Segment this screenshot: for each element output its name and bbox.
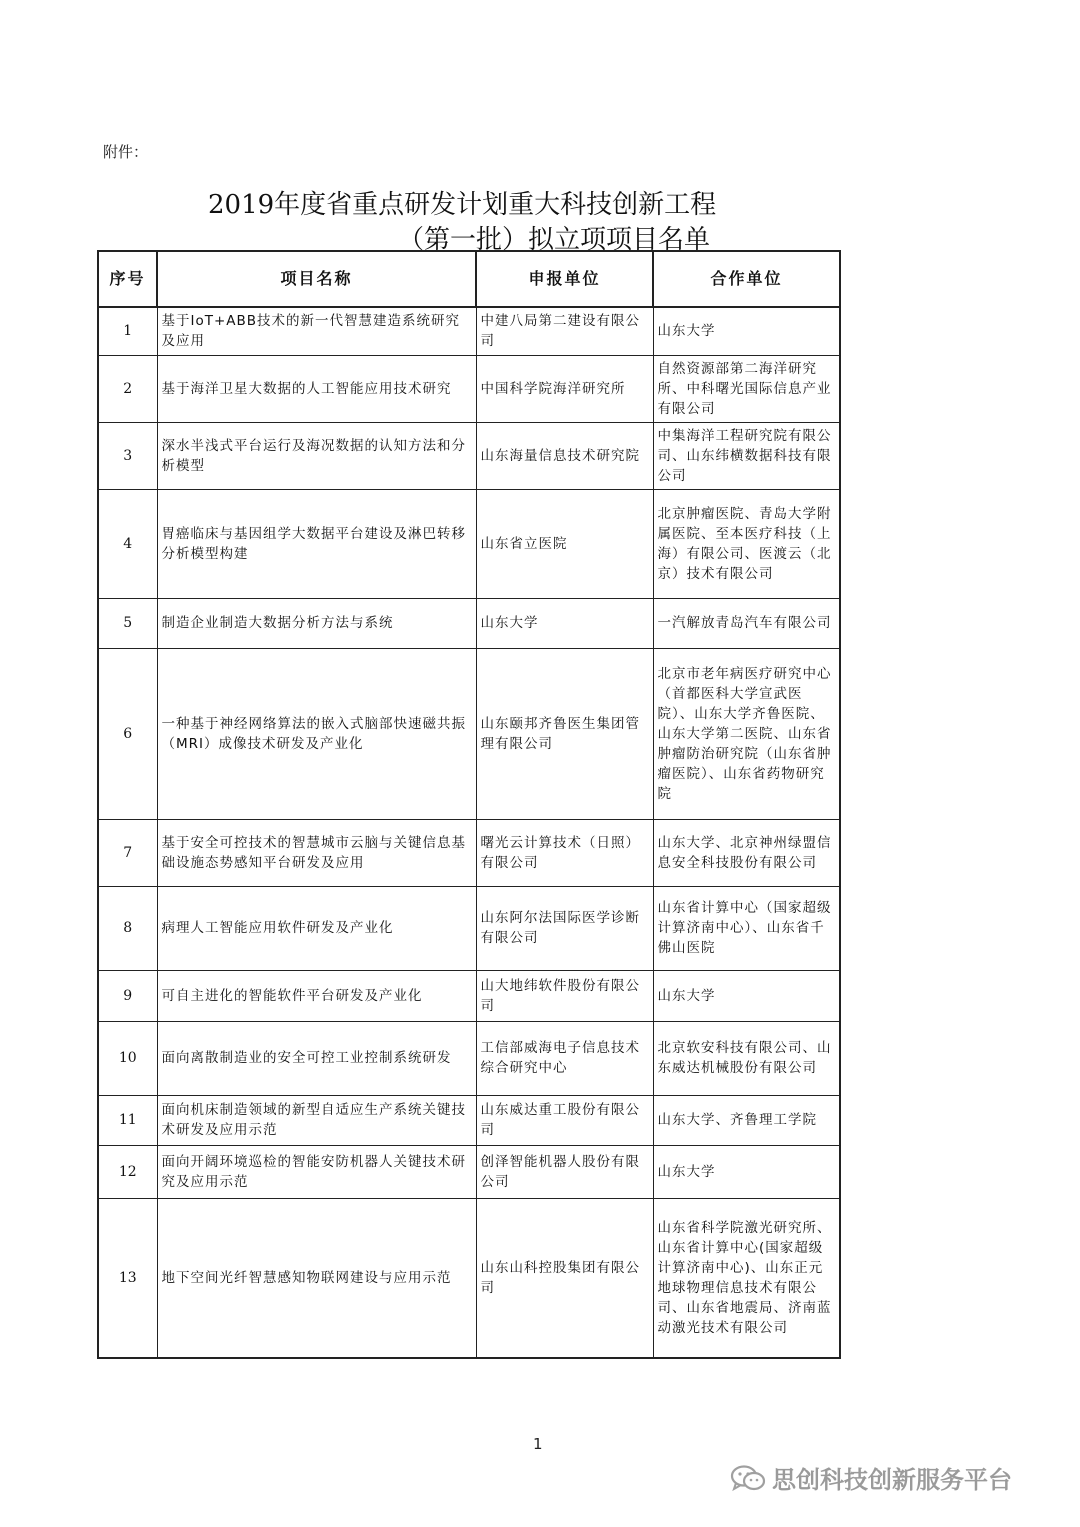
- row-no: 9: [98, 970, 157, 1021]
- row-applicant: 工信部威海电子信息技术综合研究中心: [476, 1021, 653, 1095]
- row-partner: 自然资源部第二海洋研究所、中科曙光国际信息产业有限公司: [653, 355, 840, 422]
- row-project-name: 病理人工智能应用软件研发及产业化: [157, 886, 476, 970]
- row-no: 8: [98, 886, 157, 970]
- row-partner: 山东大学: [653, 307, 840, 355]
- row-partner: 山东省科学院激光研究所、山东省计算中心(国家超级计算济南中心)、山东正元地球物理信息技术有限公司、山东省地震局、济南蓝动激光技术有限公司: [653, 1198, 840, 1358]
- table-header-row: [98, 251, 840, 307]
- row-project-name: 一种基于神经网络算法的嵌入式脑部快速磁共振（MRI）成像技术研发及产业化: [157, 648, 476, 819]
- page-subtitle: （第一批）拟立项项目名单: [398, 225, 711, 255]
- row-partner: 山东大学: [653, 1145, 840, 1198]
- table-row: [98, 598, 840, 648]
- page-title: 2019年度省重点研发计划重大科技创新工程: [208, 190, 717, 220]
- header-no: 序号: [98, 251, 157, 307]
- row-partner: 一汽解放青岛汽车有限公司: [653, 598, 840, 648]
- row-project-name: 地下空间光纤智慧感知物联网建设与应用示范: [157, 1198, 476, 1358]
- row-project-name: 面向离散制造业的安全可控工业控制系统研发: [157, 1021, 476, 1095]
- watermark: [730, 1460, 1012, 1495]
- row-no: 4: [98, 489, 157, 598]
- row-applicant: 山东山科控股集团有限公司: [476, 1198, 653, 1358]
- row-applicant: 山大地纬软件股份有限公司: [476, 970, 653, 1021]
- row-project-name: 可自主进化的智能软件平台研发及产业化: [157, 970, 476, 1021]
- row-no: 7: [98, 819, 157, 886]
- row-partner: 山东大学、齐鲁理工学院: [653, 1095, 840, 1145]
- row-no: 1: [98, 307, 157, 355]
- row-partner: 中集海洋工程研究院有限公司、山东纬横数据科技有限公司: [653, 422, 840, 489]
- row-project-name: 胃癌临床与基因组学大数据平台建设及淋巴转移分析模型构建: [157, 489, 476, 598]
- page-number: 1: [533, 1435, 543, 1453]
- row-applicant: 山东海量信息技术研究院: [476, 422, 653, 489]
- row-partner: 山东省计算中心（国家超级计算济南中心）、山东省千佛山医院: [653, 886, 840, 970]
- row-applicant: 中建八局第二建设有限公司: [476, 307, 653, 355]
- row-no: 2: [98, 355, 157, 422]
- row-no: 12: [98, 1145, 157, 1198]
- row-no: 3: [98, 422, 157, 489]
- row-partner: 北京市老年病医疗研究中心（首都医科大学宣武医院）、山东大学齐鲁医院、山东大学第二医院、山东省肿瘤防治研究院（山东省肿瘤医院）、山东省药物研究院: [653, 648, 840, 819]
- row-partner: 北京软安科技有限公司、山东威达机械股份有限公司: [653, 1021, 840, 1095]
- table-row: [98, 355, 840, 422]
- table-row: [98, 1145, 840, 1198]
- row-project-name: 面向机床制造领域的新型自适应生产系统关键技术研发及应用示范: [157, 1095, 476, 1145]
- row-partner: 北京肿瘤医院、青岛大学附属医院、至本医疗科技（上海）有限公司、医渡云（北京）技术有限公司: [653, 489, 840, 598]
- table-row: [98, 489, 840, 598]
- row-applicant: 山东颐邦齐鲁医生集团管理有限公司: [476, 648, 653, 819]
- project-table: [97, 250, 841, 1359]
- row-project-name: 基于海洋卫星大数据的人工智能应用技术研究: [157, 355, 476, 422]
- row-project-name: 基于IoT+ABB技术的新一代智慧建造系统研究及应用: [157, 307, 476, 355]
- table-row: [98, 422, 840, 489]
- row-no: 11: [98, 1095, 157, 1145]
- row-project-name: 基于安全可控技术的智慧城市云脑与关键信息基础设施态势感知平台研发及应用: [157, 819, 476, 886]
- row-no: 6: [98, 648, 157, 819]
- header-applicant: 申报单位: [476, 251, 653, 307]
- row-partner: 山东大学、北京神州绿盟信息安全科技股份有限公司: [653, 819, 840, 886]
- table-row: [98, 307, 840, 355]
- row-project-name: 深水半浅式平台运行及海况数据的认知方法和分析模型: [157, 422, 476, 489]
- row-no: 10: [98, 1021, 157, 1095]
- table-row: [98, 886, 840, 970]
- row-project-name: 面向开阔环境巡检的智能安防机器人关键技术研究及应用示范: [157, 1145, 476, 1198]
- row-applicant: 山东大学: [476, 598, 653, 648]
- row-project-name: 制造企业制造大数据分析方法与系统: [157, 598, 476, 648]
- table-row: [98, 1095, 840, 1145]
- table-row: [98, 819, 840, 886]
- row-applicant: 山东威达重工股份有限公司: [476, 1095, 653, 1145]
- row-applicant: 山东省立医院: [476, 489, 653, 598]
- row-applicant: 中国科学院海洋研究所: [476, 355, 653, 422]
- table-row: [98, 970, 840, 1021]
- row-no: 5: [98, 598, 157, 648]
- header-partner: 合作单位: [653, 251, 840, 307]
- row-applicant: 曙光云计算技术（日照）有限公司: [476, 819, 653, 886]
- watermark-text: 思创科技创新服务平台: [772, 1466, 1012, 1494]
- attachment-label: 附件：: [103, 143, 149, 161]
- header-project-name: 项目名称: [157, 251, 476, 307]
- table-row: [98, 1021, 840, 1095]
- row-applicant: 山东阿尔法国际医学诊断有限公司: [476, 886, 653, 970]
- row-no: 13: [98, 1198, 157, 1358]
- row-partner: 山东大学: [653, 970, 840, 1021]
- row-applicant: 创泽智能机器人股份有限公司: [476, 1145, 653, 1198]
- table-row: [98, 1198, 840, 1358]
- wechat-icon: [730, 1464, 766, 1492]
- table-row: [98, 648, 840, 819]
